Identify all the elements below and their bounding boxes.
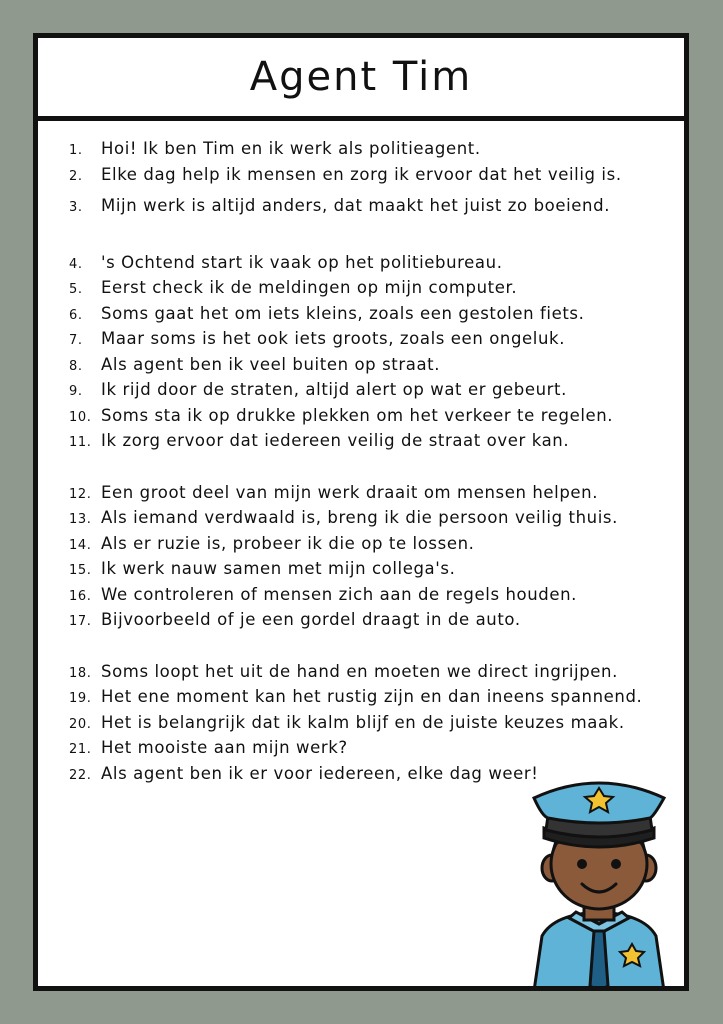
line-number: 6. [69, 308, 83, 323]
list-item [69, 380, 567, 399]
line-text: Als er ruzie is, probeer ik die op te lossen. [101, 534, 475, 553]
line-text: Het mooiste aan mijn werk? [101, 738, 348, 757]
line-text: Het ene moment kan het rustig zijn en dan ineens spannend. [101, 687, 643, 706]
line-text: We controleren of mensen zich aan de regels houden. [101, 585, 578, 604]
line-number: 7. [69, 333, 83, 348]
line-number: 20. [69, 717, 92, 732]
list-item [69, 165, 622, 184]
list-item [69, 534, 474, 553]
line-text: Soms gaat het om iets kleins, zoals een gestolen fiets. [101, 304, 585, 323]
line-text: Het is belangrijk dat ik kalm blijf en de juiste keuzes maak. [101, 713, 625, 732]
list-item [69, 687, 642, 706]
line-number: 8. [69, 359, 83, 374]
line-number: 11. [69, 435, 92, 450]
line-number: 10. [69, 410, 92, 425]
line-text: Mijn werk is altijd anders, dat maakt het juist zo boeiend. [101, 196, 611, 215]
list-item [69, 559, 455, 578]
list-item [69, 406, 613, 425]
line-number: 5. [69, 282, 83, 297]
list-item [69, 483, 598, 502]
list-item [69, 329, 565, 348]
line-text: Eerst check ik de meldingen op mijn computer. [101, 278, 518, 297]
list-item [69, 278, 517, 297]
line-text: Als agent ben ik veel buiten op straat. [101, 355, 441, 374]
line-text: Elke dag help ik mensen en zorg ik ervoor dat het veilig is. [101, 165, 622, 184]
list-item [69, 139, 481, 158]
worksheet [33, 33, 689, 991]
line-number: 19. [69, 691, 92, 706]
line-text: Ik werk nauw samen met mijn collega's. [101, 559, 456, 578]
line-number: 2. [69, 169, 83, 184]
line-number: 4. [69, 257, 83, 272]
list-item [69, 662, 618, 681]
page-title: Agent Tim [249, 54, 473, 100]
list-item [69, 304, 584, 323]
line-text: Soms sta ik op drukke plekken om het verkeer te regelen. [101, 406, 614, 425]
line-text: Als agent ben ik er voor iedereen, elke dag weer! [101, 764, 539, 783]
line-text: Soms loopt het uit de hand en moeten we direct ingrijpen. [101, 662, 618, 681]
list-item [69, 253, 503, 272]
line-number: 1. [69, 143, 83, 158]
list-item [69, 764, 539, 783]
list-item [69, 738, 348, 757]
line-text: Ik zorg ervoor dat iedereen veilig de straat over kan. [101, 431, 570, 450]
line-text: Als iemand verdwaald is, breng ik die persoon veilig thuis. [101, 508, 618, 527]
line-number: 14. [69, 538, 92, 553]
list-item [69, 431, 569, 450]
line-number: 22. [69, 768, 92, 783]
line-text: Maar soms is het ook iets groots, zoals een ongeluk. [101, 329, 566, 348]
line-number: 18. [69, 666, 92, 681]
police-officer-icon [514, 776, 684, 991]
list-item [69, 196, 610, 215]
line-number: 17. [69, 614, 92, 629]
line-number: 3. [69, 200, 83, 215]
list-item [69, 355, 440, 374]
line-text: Hoi! Ik ben Tim en ik werk als politieagent. [101, 139, 481, 158]
title-bar [38, 38, 684, 121]
line-number: 12. [69, 487, 92, 502]
line-number: 16. [69, 589, 92, 604]
list-item [69, 713, 625, 732]
line-text: 's Ochtend start ik vaak op het politiebureau. [101, 253, 503, 272]
line-text: Een groot deel van mijn werk draait om mensen helpen. [101, 483, 599, 502]
list-item [69, 610, 521, 629]
line-number: 13. [69, 512, 92, 527]
line-number: 9. [69, 384, 83, 399]
list-item [69, 585, 577, 604]
line-number: 15. [69, 563, 92, 578]
line-text: Bijvoorbeeld of je een gordel draagt in de auto. [101, 610, 521, 629]
list-item [69, 508, 618, 527]
line-number: 21. [69, 742, 92, 757]
line-text: Ik rijd door de straten, altijd alert op wat er gebeurt. [101, 380, 567, 399]
